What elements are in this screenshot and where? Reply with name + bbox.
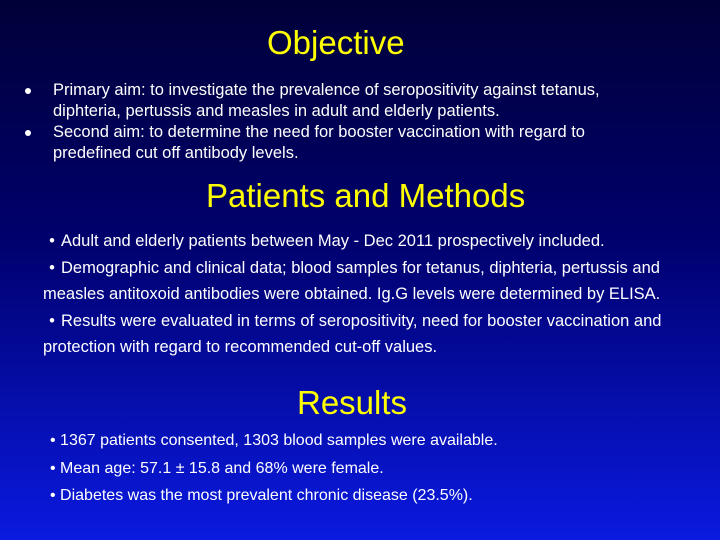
bullet-icon: • [49, 232, 55, 250]
results-item: • Mean age: 57.1 ± 15.8 and 68% were female. [50, 459, 384, 477]
bullet-icon: • [49, 311, 55, 330]
results-item: • Diabetes was the most prevalent chronic disease (23.5%). [50, 487, 473, 504]
methods-item-text: Demographic and clinical data; blood samples for tetanus, diphteria, pertussis and measles antitoxoid antibodies were obtained. Ig.G levels were determined by ELISA. [43, 258, 661, 303]
results-item: • 1367 patients consented, 1303 blood samples were available. [50, 432, 498, 449]
methods-item [43, 255, 683, 308]
results-heading: Results [297, 384, 408, 421]
objective-heading: Objective [267, 24, 405, 61]
objective-bullet-text: Primary aim: to investigate the prevalence of seropositivity against tetanus, diphteria, pertussis and measles in adult and elderly patients. [53, 81, 600, 120]
results-list [50, 427, 690, 510]
methods-item [43, 308, 683, 361]
bullet-dot-icon [25, 88, 31, 94]
objective-bullet [0, 80, 653, 122]
bullet-icon: • [49, 258, 55, 277]
methods-item-text: Adult and elderly patients between May - Dec 2011 prospectively included. [61, 232, 605, 250]
methods-heading: Patients and Methods [206, 177, 526, 214]
methods-item-text: Results were evaluated in terms of seropositivity, need for booster vaccination and protection with regard to recommended cut-off values. [43, 311, 662, 356]
methods-item [43, 228, 683, 255]
objective-list [0, 80, 720, 164]
objective-bullet [0, 122, 653, 164]
methods-list [43, 228, 683, 361]
objective-bullet-text: Second aim: to determine the need for booster vaccination with regard to predefined cut off antibody levels. [53, 123, 585, 162]
bullet-dot-icon [25, 130, 31, 136]
